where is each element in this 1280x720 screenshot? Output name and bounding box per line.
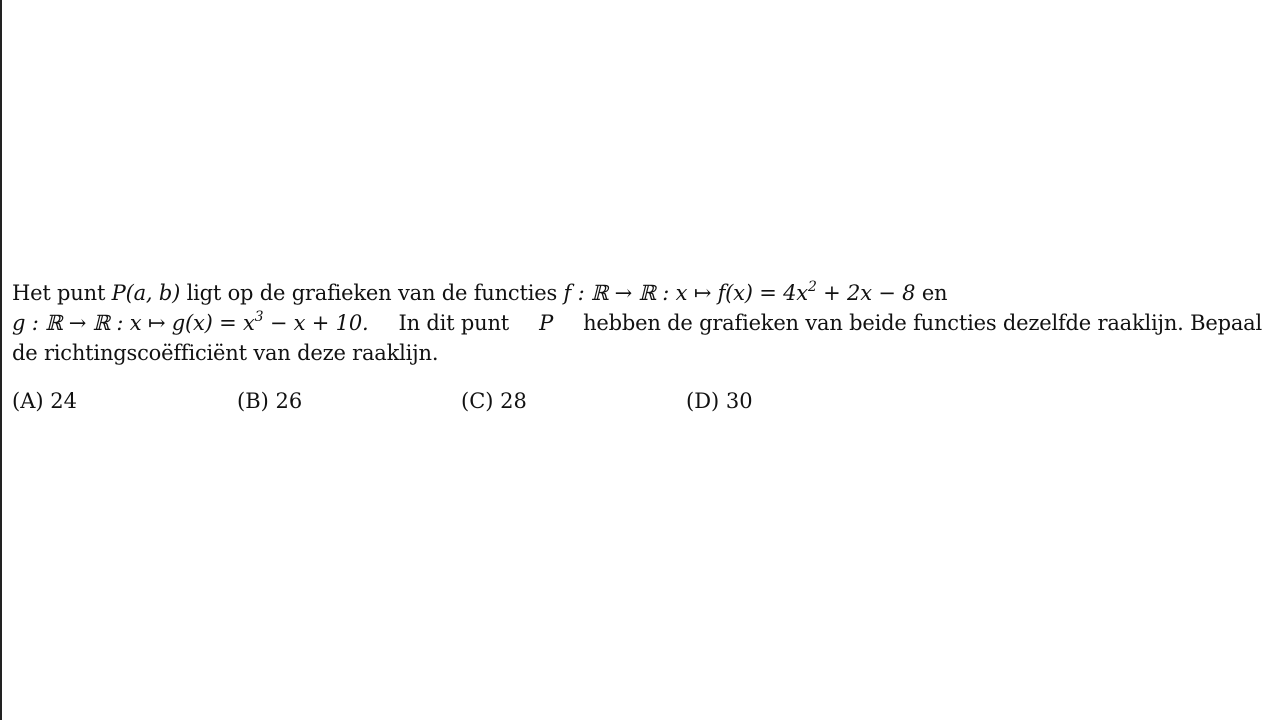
- choice-label: (A): [12, 389, 44, 413]
- point-p: P: [539, 311, 554, 335]
- function-g-definition: [12, 308, 368, 338]
- choice-value: 24: [50, 389, 77, 413]
- function-f-exponent: 2: [807, 279, 817, 295]
- choice-value: 30: [725, 389, 753, 413]
- choice-b[interactable]: [237, 386, 302, 416]
- choice-d[interactable]: [686, 386, 753, 416]
- line-1-end: en: [921, 281, 948, 305]
- problem-line-2: [12, 308, 1262, 338]
- function-g-map: g : ℝ → ℝ : x ↦ g(x) = x: [12, 311, 255, 335]
- page-left-border: [0, 0, 2, 720]
- function-g-rest: − x + 10.: [269, 311, 369, 335]
- choice-value: 26: [275, 389, 303, 413]
- choice-value: 28: [500, 389, 527, 413]
- choice-label: (C): [461, 389, 494, 413]
- function-f-definition: [564, 281, 916, 305]
- line-2-text-1: In dit punt: [398, 311, 510, 335]
- middle-text: ligt op de grafieken van de functies: [186, 281, 558, 305]
- choice-label: (B): [237, 389, 269, 413]
- intro-text: Het punt: [12, 281, 106, 305]
- line-2-text-2: hebben de grafieken van beide functies dezelfde raaklijn. Bepaal: [583, 311, 1262, 335]
- function-f-rest: + 2x − 8: [823, 281, 916, 305]
- point-notation: P(a, b): [111, 281, 181, 305]
- problem-line-3: de richtingscoëfficiënt van deze raaklijn.: [12, 341, 439, 365]
- problem-statement: [12, 278, 1268, 368]
- choice-label: (D): [686, 389, 720, 413]
- function-f-map: f : ℝ → ℝ : x ↦ f(x) = 4x: [563, 281, 808, 305]
- problem-line-1: [12, 278, 1268, 308]
- choice-c[interactable]: [461, 386, 527, 416]
- choice-a[interactable]: [12, 386, 77, 416]
- function-g-exponent: 3: [254, 309, 264, 325]
